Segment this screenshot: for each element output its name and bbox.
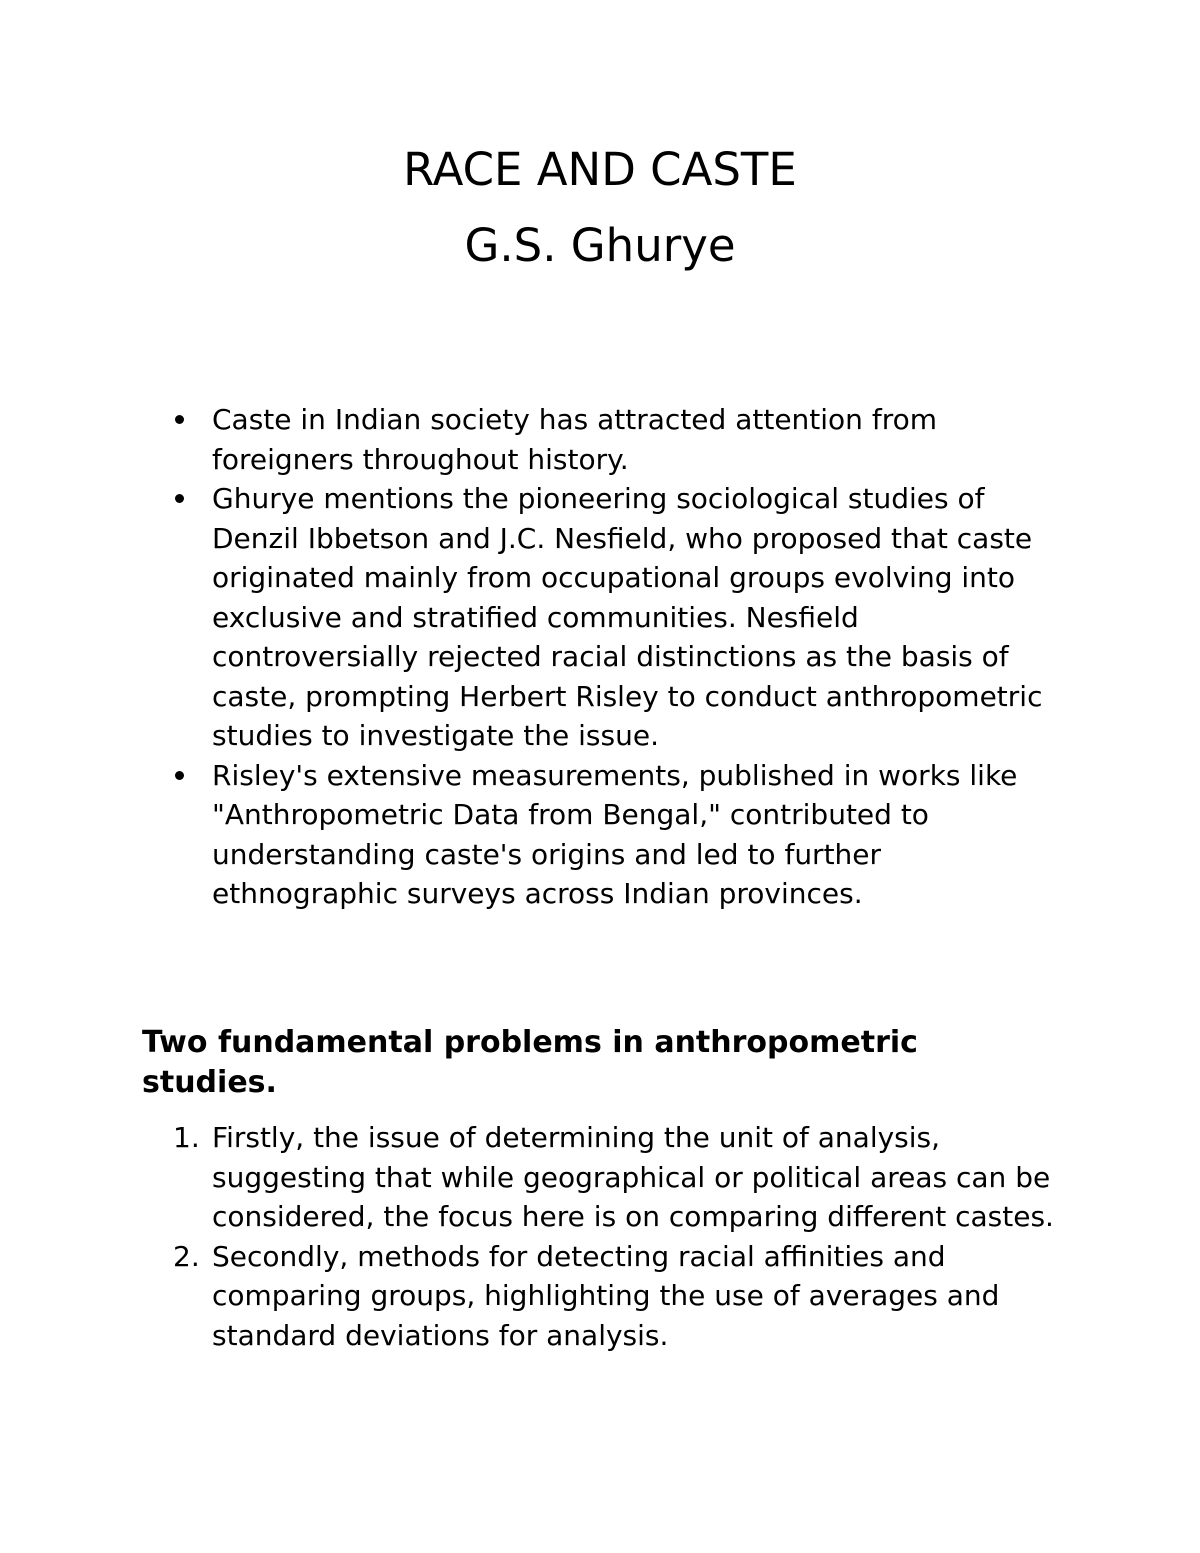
bullet-text: Ghurye mentions the pioneering sociological studies of Denzil Ibbetson and J.C. Nesfield, who proposed that caste originated mainly from occupational groups evolving into exclusive and stratified communities. Nesfield controversially rejected racial distinctions as the basis of caste, prompting Herbert Risley to conduct anthropometric studies to investigate the issue. <box>212 482 1043 752</box>
bullet-icon <box>175 494 184 503</box>
bullet-icon <box>175 771 184 780</box>
bullet-list <box>212 400 1062 914</box>
section-heading: Two fundamental problems in anthropometric studies. <box>142 1025 918 1100</box>
bullet-text: Caste in Indian society has attracted attention from foreigners throughout history. <box>212 403 937 476</box>
list-item <box>212 400 1062 479</box>
list-number: 1. <box>173 1121 200 1154</box>
list-item <box>212 479 1062 756</box>
document-title: RACE AND CASTE <box>403 143 797 196</box>
list-item <box>173 1237 1062 1356</box>
numbered-list <box>173 1118 1062 1355</box>
list-item <box>173 1118 1062 1237</box>
document-author: G.S. Ghurye <box>464 219 736 272</box>
list-item-text: Firstly, the issue of determining the unit of analysis, suggesting that while geographical or political areas can be considered, the focus here is on comparing different castes. <box>212 1121 1054 1233</box>
bullet-icon <box>175 415 184 424</box>
list-item-text: Secondly, methods for detecting racial affinities and comparing groups, highlighting the use of averages and standard deviations for analysis. <box>212 1239 1000 1352</box>
list-item <box>212 756 1062 914</box>
bullet-text: Risley's extensive measurements, published in works like "Anthropometric Data from Bengal," contributed to understanding caste's origins and led to further ethnographic surveys across Indian provinces. <box>212 758 1018 910</box>
list-number: 2. <box>173 1239 200 1273</box>
